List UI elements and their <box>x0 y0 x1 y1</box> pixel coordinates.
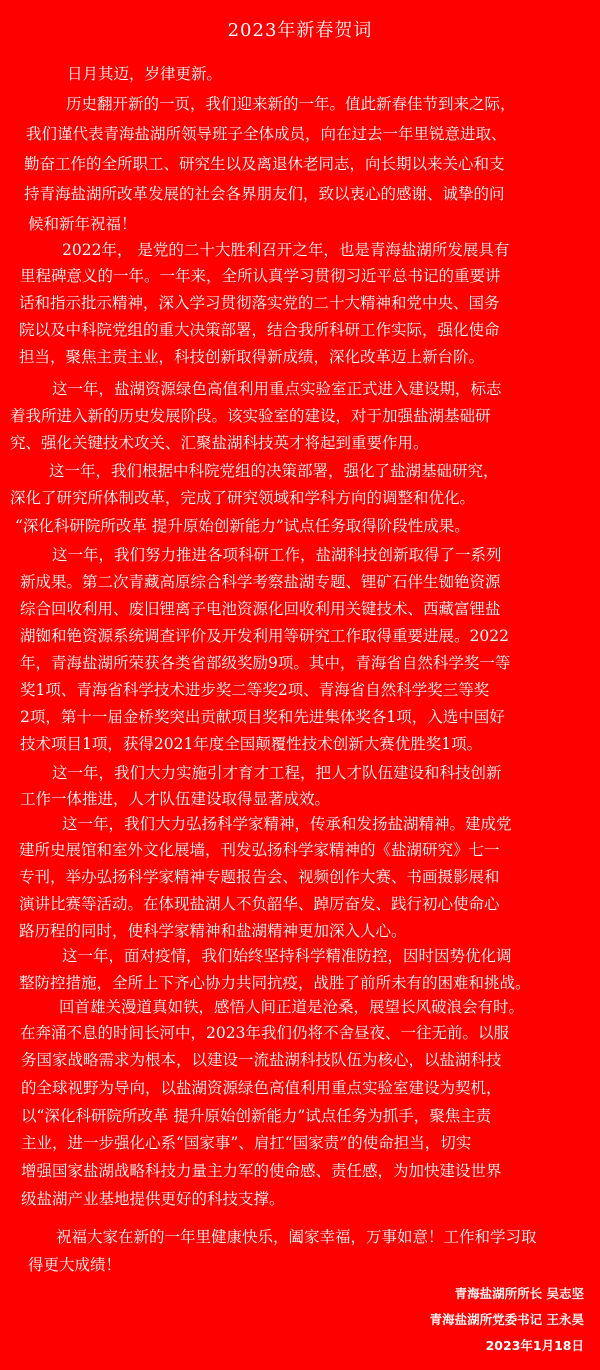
text-line: 历史翻开新的一页，我们迎来新的一年。值此新春佳节到来之际， <box>66 95 516 113</box>
text-line: 建所史展馆和室外文化展墙，刊发弘扬科学家精神的《盐湖研究》七一 <box>19 841 500 859</box>
text-line: 级盐湖产业基地提供更好的科技支撑。 <box>21 1190 285 1208</box>
text-line: 祝福大家在新的一年里健康快乐，阖家幸福，万事如意！工作和学习取 <box>56 1228 537 1246</box>
text-line: 这一年，我们努力推进各项科研工作，盐湖科技创新取得了一系列 <box>52 546 502 564</box>
text-line: 技术项目1项，获得2021年度全国颠覆性技术创新大赛优胜奖1项。 <box>20 735 483 753</box>
signature-date: 2023年1月18日 <box>485 1338 584 1353</box>
text-line: 这一年，面对疫情，我们始终坚持科学精准防控，因时因势优化调 <box>62 947 512 965</box>
text-line: 主业，进一步强化心系“国家事”、肩扛“国家责”的使命担当，切实 <box>21 1134 472 1152</box>
text-line: 话和指示批示精神，深入学习贯彻落实党的二十大精神和党中央、国务 <box>19 294 500 312</box>
text-line: 得更大成绩！ <box>28 1256 122 1274</box>
text-line: 这一年，我们大力弘扬科学家精神，传承和发扬盐湖精神。建成党 <box>62 815 512 833</box>
text-line: 综合回收利用、废旧锂离子电池资源化回收利用关键技术、西藏富锂盐 <box>20 600 501 618</box>
text-line: 我们谨代表青海盐湖所领导班子全体成员，向在过去一年里锐意进取、 <box>26 125 507 143</box>
page-title: 2023年新春贺词 <box>227 20 373 41</box>
text-line: 路历程的同时，使科学家精神和盐湖精神更加深入人心。 <box>19 922 407 940</box>
signature-director: 青海盐湖所所长 吴志坚 <box>454 1286 584 1301</box>
text-line: 候和新年祝福！ <box>28 215 137 233</box>
text-line: 的全球视野为导向，以盐湖资源绿色高值利用重点实验室建设为契机， <box>21 1079 502 1097</box>
signature-party-secretary: 青海盐湖所党委书记 王永昊 <box>429 1312 584 1327</box>
text-line: 整防控措施，全所上下齐心协力共同抗疫，战胜了前所未有的困难和挑战。 <box>19 974 531 992</box>
text-line: 日月其迈，岁律更新。 <box>67 65 223 83</box>
text-line: 增强国家盐湖战略科技力量主力军的使命感、责任感，为加快建设世界 <box>21 1162 502 1180</box>
text-line: 在奔涌不息的时间长河中，2023年我们仍将不舍昼夜、一往无前。以服 <box>20 1024 509 1042</box>
text-line: 这一年，我们大力实施引才育才工程，把人才队伍建设和科技创新 <box>52 764 502 782</box>
text-line: 究、强化关键技术攻关、汇聚盐湖科技英才将起到重要作用。 <box>10 434 429 452</box>
text-line: 着我所进入新的历史发展阶段。该实验室的建设，对于加强盐湖基础研 <box>10 407 491 425</box>
text-line: 持青海盐湖所改革发展的社会各界朋友们，致以衷心的感谢、诚挚的问 <box>24 185 505 203</box>
text-line: 新成果。第二次青藏高原综合科学考察盐湖专题、锂矿石伴生铷铯资源 <box>20 573 501 591</box>
text-line: 2022年， 是党的二十大胜利召开之年，也是青海盐湖所发展具有 <box>62 241 510 259</box>
text-line: 务国家战略需求为根本，以建设一流盐湖科技队伍为核心，以盐湖科技 <box>21 1051 502 1069</box>
text-line: 里程碑意义的一年。一年来，全所认真学习贯彻习近平总书记的重要讲 <box>20 267 501 285</box>
text-line: 以“深化科研院所改革 提升原始创新能力”试点任务为抓手，聚焦主责 <box>21 1107 492 1125</box>
text-line: 工作一体推进，人才队伍建设取得显著成效。 <box>20 790 331 808</box>
text-line: 2项，第十一届金桥奖突出贡献项目奖和先进集体奖各1项，入选中国好 <box>20 708 505 726</box>
text-line: 回首雄关漫道真如铁，感悟人间正道是沧桑，展望长风破浪会有时。 <box>59 998 525 1016</box>
text-line: 担当，聚焦主责主业，科技创新取得新成绩，深化改革迈上新台阶。 <box>19 348 485 366</box>
text-line: 演讲比赛等活动。在体现盐湖人不负韶华、踔厉奋发、践行初心使命心 <box>19 895 500 913</box>
text-line: 年，青海盐湖所荣获各类省部级奖励9项。其中，青海省自然科学奖一等 <box>20 654 511 672</box>
text-line: 湖铷和铯资源系统调查评价及开发利用等研究工作取得重要进展。2022 <box>20 627 509 645</box>
text-line: “深化科研院所改革 提升原始创新能力”试点任务取得阶段性成果。 <box>15 517 470 535</box>
text-line: 院以及中科院党组的重大决策部署，结合我所科研工作实际，强化使命 <box>19 321 500 339</box>
text-line: 勤奋工作的全所职工、研究生以及离退休老同志，向长期以来关心和支 <box>24 155 505 173</box>
text-line: 奖1项、青海省科学技术进步奖二等奖2项、青海省自然科学奖三等奖 <box>20 681 490 699</box>
text-line: 这一年，盐湖资源绿色高值利用重点实验室正式进入建设期，标志 <box>52 380 502 398</box>
text-line: 深化了研究所体制改革，完成了研究领域和学科方向的调整和优化。 <box>10 489 476 507</box>
text-line: 这一年，我们根据中科院党组的决策部署，强化了盐湖基础研究， <box>49 462 499 480</box>
text-line: 专刊，举办弘扬科学家精神专题报告会、视频创作大赛、书画摄影展和 <box>19 868 500 886</box>
